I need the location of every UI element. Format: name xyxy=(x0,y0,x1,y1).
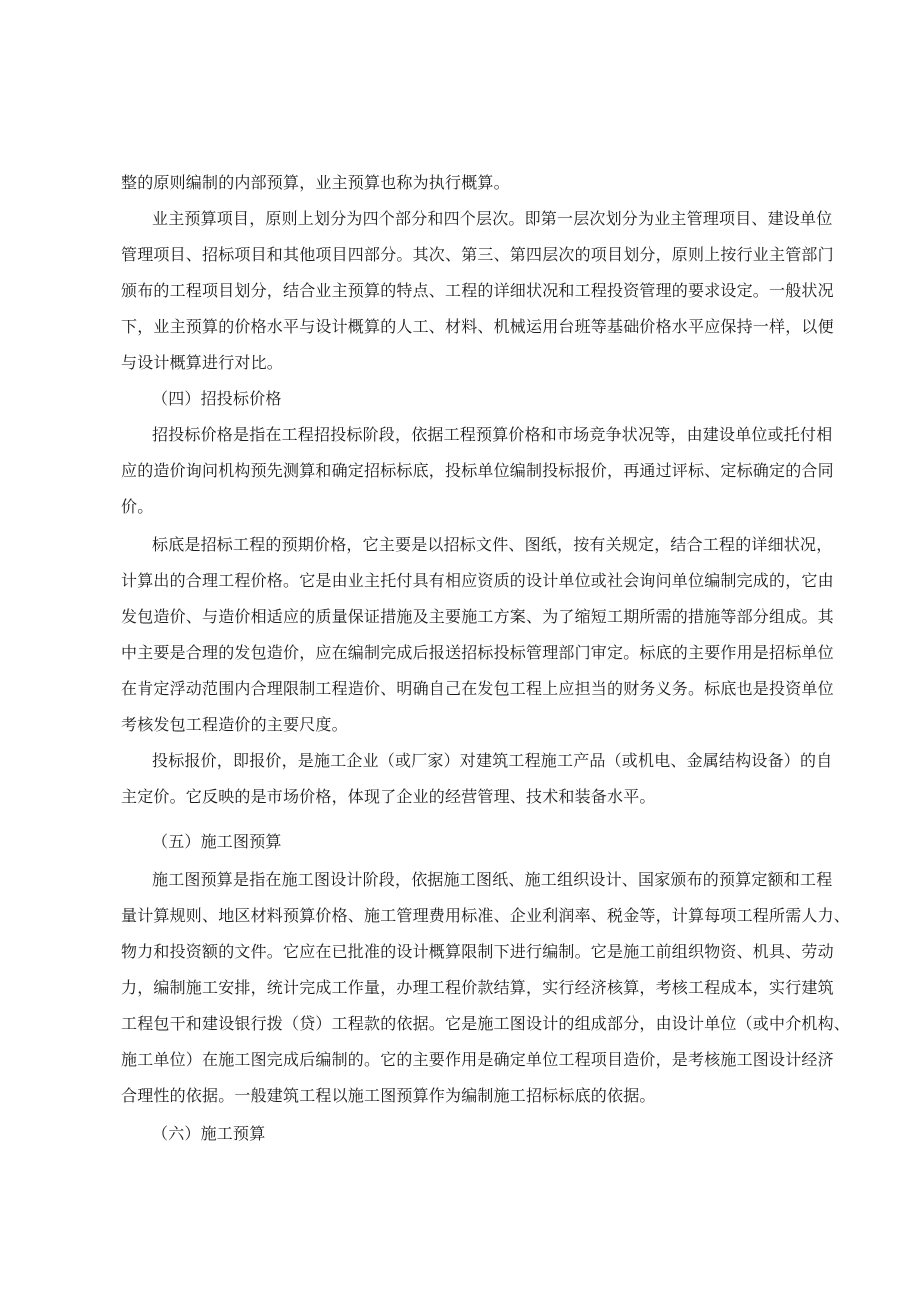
text-line: 力，编制施工安排，统计完成工作量，办理工程价款结算，实行经济核算，考核工程成本，实行建筑 xyxy=(121,978,834,997)
text-line: 价。 xyxy=(121,497,154,516)
section-heading: （四）招投标价格 xyxy=(152,389,282,408)
text-line: 投标报价，即报价，是施工企业（或厂家）对建筑工程施工产品（或机电、金属结构设备）的自 xyxy=(152,751,833,770)
text-line: 工程包干和建设银行拨（贷）工程款的依据。它是施工图设计的组成部分，由设计单位（或中介机构、 xyxy=(121,1014,851,1033)
text-line: 发包造价、与造价相适应的质量保证措施及主要施工方案、为了缩短工期所需的措施等部分组成。其 xyxy=(121,607,834,626)
text-line: 施工图预算是指在施工图设计阶段，依据施工图纸、施工组织设计、国家颁布的预算定额和工程 xyxy=(152,870,833,889)
text-line: 颁布的工程项目划分，结合业主预算的特点、工程的详细状况和工程投资管理的要求设定。一般状况 xyxy=(121,281,834,300)
section-heading: （五）施工图预算 xyxy=(152,832,282,851)
text-line: 与设计概算进行对比。 xyxy=(121,353,284,372)
text-line: 标底是招标工程的预期价格，它主要是以招标文件、图纸，按有关规定，结合工程的详细状况， xyxy=(152,535,833,554)
text-line: 考核发包工程造价的主要尺度。 xyxy=(121,715,348,734)
text-line: 应的造价询问机构预先测算和确定招标标底，投标单位编制投标报价，再通过评标、定标确定的合同 xyxy=(121,461,834,480)
text-line: 在肯定浮动范围内合理限制工程造价、明确自己在发包工程上应担当的财务义务。标底也是投资单位 xyxy=(121,679,834,698)
text-line: 物力和投资额的文件。它应在已批准的设计概算限制下进行编制。它是施工前组织物资、机具、劳动 xyxy=(121,942,834,961)
text-line: 施工单位）在施工图完成后编制的。它的主要作用是确定单位工程项目造价，是考核施工图设计经济 xyxy=(121,1050,834,1069)
text-line: 业主预算项目，原则上划分为四个部分和四个层次。即第一层次划分为业主管理项目、建设单位 xyxy=(152,209,833,228)
text-line: 主定价。它反映的是市场价格，体现了企业的经营管理、技术和装备水平。 xyxy=(121,787,656,806)
text-line: 计算出的合理工程价格。它是由业主托付具有相应资质的设计单位或社会询问单位编制完成的，它由 xyxy=(121,571,834,590)
section-heading: （六）施工预算 xyxy=(152,1124,266,1143)
text-line: 中主要是合理的发包造价，应在编制完成后报送招标投标管理部门审定。标底的主要作用是招标单位 xyxy=(121,643,834,662)
text-line: 整的原则编制的内部预算，业主预算也称为执行概算。 xyxy=(121,173,510,192)
text-line: 招投标价格是指在工程招投标阶段，依据工程预算价格和市场竞争状况等，由建设单位或托付相 xyxy=(152,425,833,444)
text-line: 下，业主预算的价格水平与设计概算的人工、材料、机械运用台班等基础价格水平应保持一样，以便 xyxy=(121,317,834,336)
text-line: 量计算规则、地区材料预算价格、施工管理费用标准、企业利润率、税金等，计算每项工程所需人力、 xyxy=(121,906,851,925)
text-line: 管理项目、招标项目和其他项目四部分。其次、第三、第四层次的项目划分，原则上按行业主管部门 xyxy=(121,245,834,264)
text-line: 合理性的依据。一般建筑工程以施工图预算作为编制施工招标标底的依据。 xyxy=(121,1086,656,1105)
